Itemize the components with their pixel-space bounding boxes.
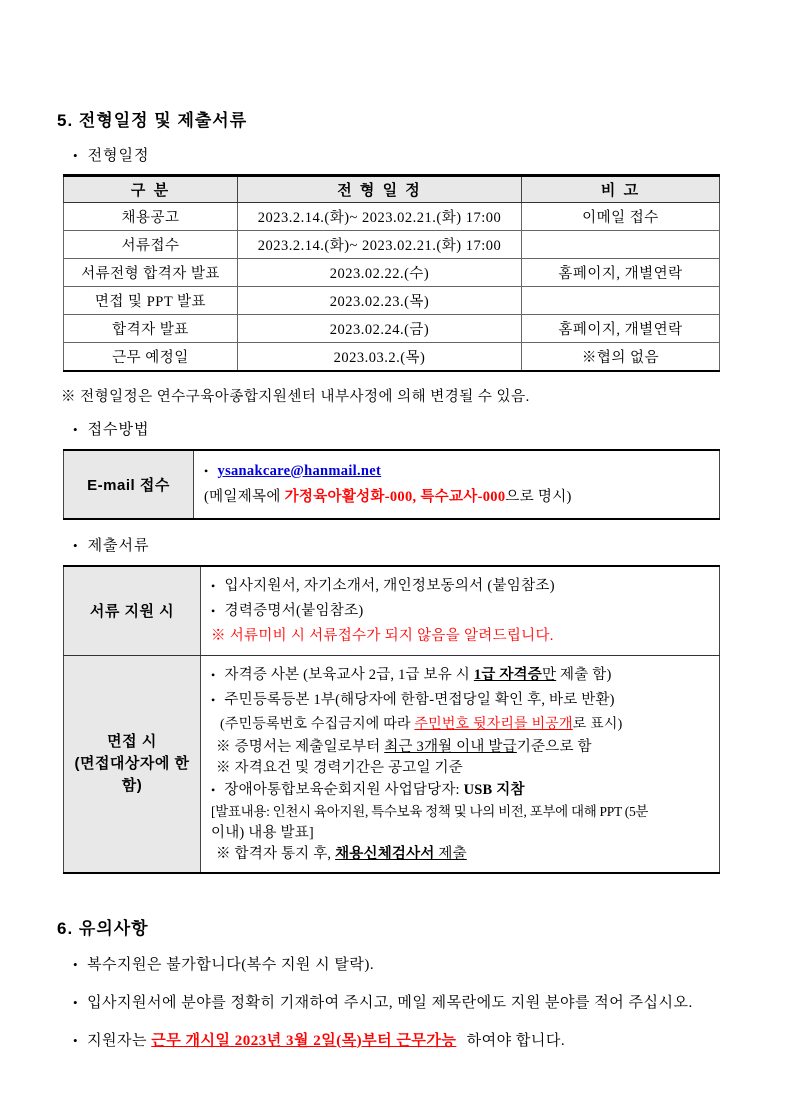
text-run: 만 <box>541 666 557 683</box>
notice-item-startdate <box>73 1028 722 1054</box>
text-run: ※ 증명서는 제출일로부터 <box>216 738 385 755</box>
email-line <box>204 459 709 484</box>
interview-cell <box>201 655 720 873</box>
table-row <box>64 259 720 287</box>
interview-item-usb <box>211 780 709 802</box>
docs-label: • 제출서류 <box>73 534 722 555</box>
table-row <box>64 450 720 519</box>
interview-note-medical <box>211 844 709 866</box>
table-cell: 합격자 발표 <box>64 315 238 343</box>
section-6 <box>57 914 722 1054</box>
text-run: 주민번호 뒷자리를 비공개 <box>414 716 573 732</box>
table-cell: 2023.02.22.(수) <box>238 259 522 287</box>
docs-cell <box>201 566 720 656</box>
interview-item-resident-copy: • 주민등록등본 1부(해당자에 한함-면접당일 확인 후, 바로 반환) <box>211 688 709 713</box>
text-run <box>474 667 556 683</box>
table-row <box>64 287 720 315</box>
interview-header-line: 면접 시 <box>107 732 157 750</box>
table-row <box>64 315 720 343</box>
table-cell: 2023.03.2.(목) <box>238 343 522 371</box>
interview-note-privacy <box>211 713 709 737</box>
docs-row-interview <box>64 655 720 873</box>
text-run: 제출 <box>434 846 467 862</box>
text-run <box>335 846 467 862</box>
interview-header-line: (면접대상자에 한 <box>74 754 190 772</box>
text-run: 자격증 사본 (보육교사 2급, 1급 보유 시 <box>224 666 474 683</box>
interview-note-qualification: ※ 자격요건 및 경력기간은 공고일 기준 <box>216 760 463 776</box>
table-row <box>64 343 720 371</box>
table-cell: 2023.02.23.(목) <box>238 287 522 315</box>
document-content <box>57 106 722 1054</box>
email-note-subject: 가정육아활성화-000, 특수교사-000 <box>284 488 506 505</box>
table-row <box>64 231 720 259</box>
text-run: USB 지참 <box>463 781 525 798</box>
notice-item-duplicate: • 복수지원은 불가합니다(복수 지원 시 탈락). <box>73 952 722 978</box>
table-cell: 홈페이지, 개별연락 <box>522 259 720 287</box>
text-run: 지원자는 <box>87 1032 152 1049</box>
text-run: 장애아통합보육순회지원 사업담당자: <box>224 781 464 798</box>
email-link[interactable]: ysanakcare@hanmail.net <box>217 462 382 479</box>
table-cell: 서류전형 합격자 발표 <box>64 259 238 287</box>
schedule-label: • 전형일정 <box>73 144 722 165</box>
interview-presentation-line1: [발표내용: 인천시 육아지원, 특수보육 정책 및 나의 비전, 포부에 대해 PPT (5분 <box>211 804 649 819</box>
email-cell <box>194 450 720 519</box>
table-row <box>64 203 720 231</box>
docs-row-header: 서류 지원 시 <box>64 566 201 656</box>
doc-warning: ※ 서류미비 시 서류접수가 되지 않음을 알려드립니다. <box>211 627 554 644</box>
interview-row-header <box>64 655 201 873</box>
doc-item: • 경력증명서(붙임참조) <box>211 599 709 624</box>
notice-item-field: • 입사지원서에 분야를 정확히 기재하여 주시고, 메일 제목란에도 지원 분야를 적어 주십시오. <box>73 990 722 1016</box>
text-run: 제출 함) <box>556 666 612 683</box>
column-header-category: 구 분 <box>64 176 238 203</box>
section5-title: 5. 전형일정 및 제출서류 <box>57 111 248 130</box>
method-label: • 접수방법 <box>73 418 722 439</box>
table-cell: ※협의 없음 <box>522 343 720 371</box>
table-cell: 채용공고 <box>64 203 238 231</box>
email-table <box>63 449 720 520</box>
interview-item-license <box>211 663 709 688</box>
docs-table <box>63 565 720 874</box>
table-cell <box>522 231 720 259</box>
email-note <box>204 484 709 510</box>
schedule-header-row <box>64 176 720 203</box>
text-run: (주민등록번호 수집금지에 따라 <box>220 716 415 732</box>
text-run: 로 표시) <box>572 716 623 732</box>
text-run: ※ 합격자 통지 후, <box>216 846 336 862</box>
interview-header-line: 함) <box>121 776 143 794</box>
interview-note-certificate <box>211 737 709 759</box>
table-cell: 이메일 접수 <box>522 203 720 231</box>
doc-item: • 입사지원서, 자기소개서, 개인정보동의서 (붙임참조) <box>211 574 709 599</box>
table-cell: 2023.2.14.(화)~ 2023.02.21.(화) 17:00 <box>238 203 522 231</box>
text-run: 하여야 합니다. <box>462 1032 566 1049</box>
interview-presentation-line2: 이내) 내용 발표] <box>211 824 314 841</box>
docs-row-application <box>64 566 720 656</box>
schedule-change-note: ※ 전형일정은 연수구육아종합지원센터 내부사정에 의해 변경될 수 있음. <box>61 388 530 405</box>
email-row-header: E-mail 접수 <box>64 450 194 519</box>
schedule-table <box>63 174 720 372</box>
table-cell: 2023.2.14.(화)~ 2023.02.21.(화) 17:00 <box>238 231 522 259</box>
text-run: 1급 자격증 <box>473 666 542 683</box>
column-header-remark: 비 고 <box>522 176 720 203</box>
text-run: 최근 3개월 이내 발급 <box>384 738 517 755</box>
email-note-suffix: 으로 명시) <box>505 488 572 505</box>
table-cell: 홈페이지, 개별연락 <box>522 315 720 343</box>
table-cell: 2023.02.24.(금) <box>238 315 522 343</box>
table-cell: 서류접수 <box>64 231 238 259</box>
table-cell: 면접 및 PPT 발표 <box>64 287 238 315</box>
text-run: 기준으로 함 <box>516 738 592 755</box>
table-cell <box>522 287 720 315</box>
table-cell: 근무 예정일 <box>64 343 238 371</box>
text-run: 채용신체검사서 <box>335 846 435 862</box>
column-header-schedule: 전 형 일 정 <box>238 176 522 203</box>
section6-title: 6. 유의사항 <box>57 918 149 938</box>
email-note-prefix: (메일제목에 <box>204 488 285 505</box>
text-run: 근무 개시일 2023년 3월 2일(목)부터 근무가능 <box>151 1032 457 1049</box>
